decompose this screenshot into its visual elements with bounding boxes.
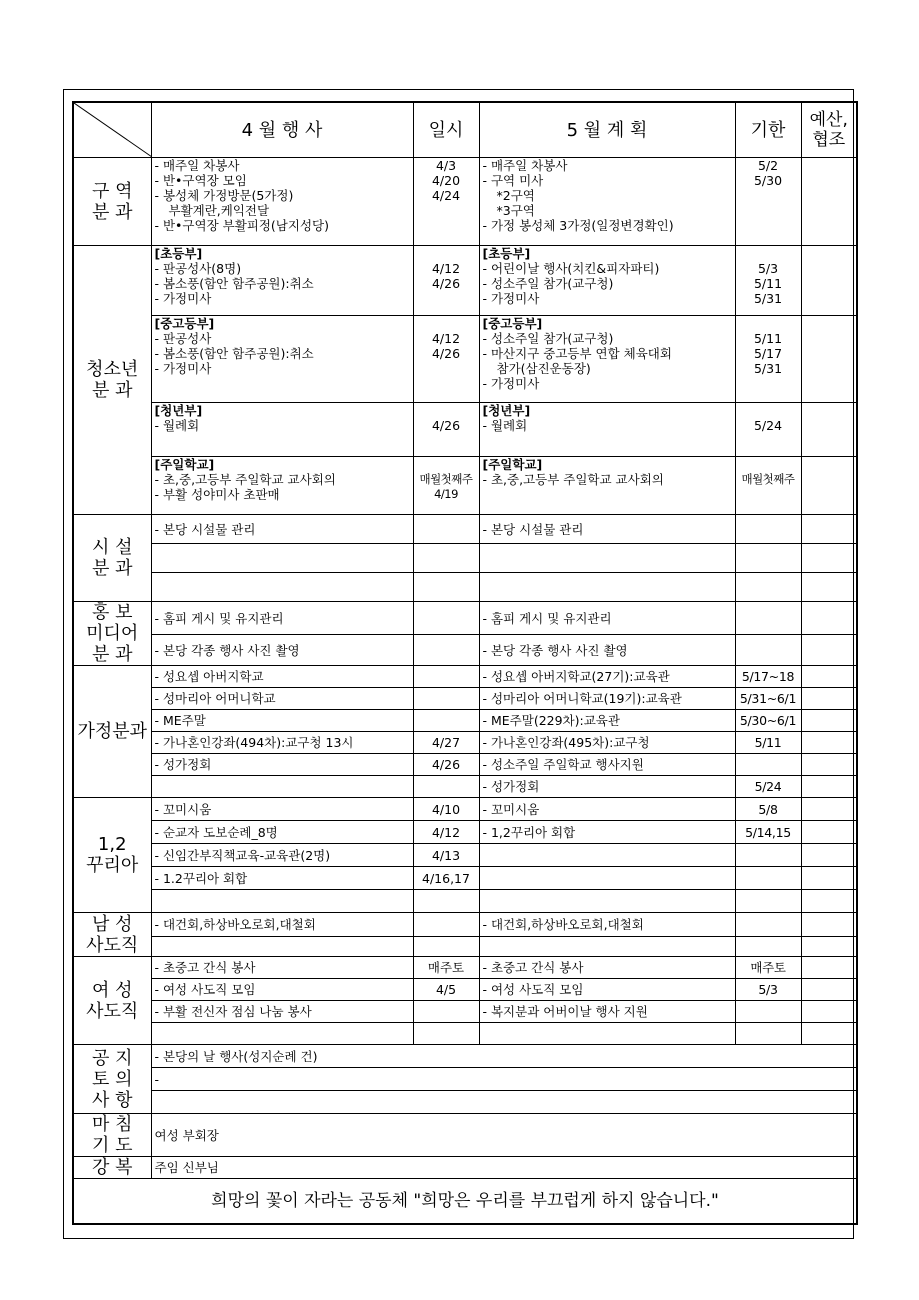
text-line [739,403,798,418]
family-april: - 성마리아 어머니학교 [151,688,413,710]
legio-may [479,844,735,867]
text-line: - 가정미사 [482,291,540,306]
header-deadline: 기한 [735,102,801,158]
women-april [151,1023,413,1045]
men-april-date [413,937,479,957]
category-label: 기 도 [92,1135,133,1156]
facility-may: - 본당 시설물 관리 [479,515,735,544]
text-line: 5/2 [757,158,779,173]
text-line: 4/19 [434,487,458,501]
table-row [73,1045,857,1068]
text-line [417,403,476,418]
legio-april-date: 4/16,17 [413,867,479,890]
legio-april: - 순교자 도보순례_8명 [151,821,413,844]
table-row [73,1068,857,1091]
facility-april-date [413,515,479,544]
legio-may [479,867,735,890]
text-line: 협조 [812,130,846,150]
youth-middle_high-april-dates [413,316,479,403]
women-may: - 여성 사도직 모임 [479,979,735,1001]
category-pr [73,602,151,666]
text-line: 참가(삼진운동장) [496,361,591,376]
category-label: 시 설 [92,537,133,558]
women-april: - 여성 사도직 모임 [151,979,413,1001]
table-row [73,1114,857,1157]
family-may: - ME주말(229차):교육관 [479,710,735,732]
district-may [479,158,735,246]
category-men [73,913,151,957]
text-line: 매월첫째주 [419,472,473,486]
diagonal-line [74,103,151,157]
table-row [73,937,857,957]
category-label: 청소년 [86,359,139,380]
facility-budget [801,573,857,602]
text-line: 5/11 [753,276,783,291]
category-label: 남 성 [92,913,133,935]
text-line [417,457,476,472]
category-label: 분 과 [92,201,133,223]
family-budget [801,754,857,776]
facility-april-date [413,544,479,573]
youth-sunday_school-may [479,457,735,515]
text-line: - 가정미사 [154,291,212,306]
pr-april-date [413,635,479,666]
category-label: 공 지 [92,1047,133,1069]
family-april: - 성가정회 [151,754,413,776]
header-budget [801,102,857,158]
family-april: - 성요셉 아버지학교 [151,666,413,688]
family-may: - 성마리아 어머니학교(19기):교육관 [479,688,735,710]
table-row [73,573,857,602]
pr-april-date [413,602,479,635]
table-row [73,957,857,979]
legio-may-date [735,844,801,867]
category-youth [73,246,151,515]
women-budget [801,1023,857,1045]
youth-young_adult-april [151,403,413,457]
text-line: - 부활 성야미사 초판매 [154,487,280,502]
family-may-date: 5/31~6/1 [735,688,801,710]
facility-budget [801,544,857,573]
text-line: - 매주일 차봉사 [154,158,240,173]
category-label: 구 역 [92,180,133,202]
table-row [73,913,857,937]
category-label: 사도직 [86,934,139,956]
pr-may: - 본당 각종 행사 사진 촬영 [479,635,735,666]
category-label: 미디어 [86,623,139,644]
legio-budget [801,798,857,821]
men-budget [801,913,857,937]
text-line: - 초,중,고등부 주일학교 교사회의 [482,472,664,487]
women-may-date [735,1023,801,1045]
table-row [73,688,857,710]
table-row [73,844,857,867]
text-line: - 가정 봉성체 3가정(일정변경확인) [482,218,674,233]
category-label: 여 성 [92,979,133,1001]
category-label: 분 과 [92,380,133,401]
section-title: [주일학교] [482,457,543,472]
facility-april [151,573,413,602]
pr-may-date [735,635,801,666]
youth-middle_high-may-dates [735,316,801,403]
text-line [739,457,798,472]
youth-sunday_school-april-dates [413,457,479,515]
table-row [73,1157,857,1179]
youth-elementary-april [151,246,413,316]
women-may-date [735,1001,801,1023]
header-diagonal-cell [73,102,151,158]
youth-elementary-may-dates [735,246,801,316]
header-april-events: 4 월 행 사 [151,102,413,158]
category-label: 가정분과 [77,721,148,742]
women-may [479,1023,735,1045]
table-row [73,1001,857,1023]
text-line: - 성소주일 참가(교구청) [482,276,614,291]
legio-april [151,890,413,913]
women-april: - 초중고 간식 봉사 [151,957,413,979]
table-row [73,515,857,544]
pr-budget [801,602,857,635]
notice-row: - [151,1068,857,1091]
legio-april: - 신임간부직책교육-교육관(2명) [151,844,413,867]
women-may-date: 5/3 [735,979,801,1001]
text-line: 5/17 [753,346,783,361]
table-row [73,544,857,573]
category-label: 홍 보 [92,602,133,623]
table-row [73,754,857,776]
text-line: - 초,중,고등부 주일학교 교사회의 [154,472,336,487]
text-line: 4/26 [431,418,461,433]
legio-april-date: 4/12 [413,821,479,844]
youth-young_adult-april-dates [413,403,479,457]
men-may-date [735,913,801,937]
youth-elementary-budget [801,246,857,316]
family-april-date [413,666,479,688]
legio-may-date [735,890,801,913]
text-line: 5/11 [753,331,783,346]
section-title: [청년부] [154,403,203,418]
legio-april: - 1.2꾸리아 회합 [151,867,413,890]
women-budget [801,979,857,1001]
legio-may-date [735,867,801,890]
category-homily: 강 복 [73,1157,151,1179]
facility-may [479,544,735,573]
district-april-dates [413,158,479,246]
legio-april-date: 4/13 [413,844,479,867]
family-april-date [413,688,479,710]
women-may-date: 매주토 [735,957,801,979]
family-april-date [413,776,479,798]
table-row [73,635,857,666]
text-line: *2구역 [496,188,535,203]
family-april: - 가나혼인강좌(494차):교구청 13시 [151,732,413,754]
table-row [73,602,857,635]
family-may-date [735,754,801,776]
men-april [151,937,413,957]
text-line: - 반•구역장 모임 [154,173,247,188]
text-line: 예산, [809,110,848,130]
facility-may-date [735,515,801,544]
section-title: [중고등부] [482,316,543,331]
text-line: - 마산지구 중고등부 연합 체육대회 [482,346,672,361]
youth-sunday_school-april [151,457,413,515]
family-april [151,776,413,798]
category-label: 분 과 [92,558,133,579]
youth-elementary-april-dates [413,246,479,316]
monthly-report-table [72,101,858,1225]
youth-sunday_school-budget [801,457,857,515]
closing-prayer-leader: 여성 부회장 [151,1114,857,1157]
category-label: 분 과 [92,644,133,665]
text-line [739,246,798,261]
text-line: 5/24 [753,418,783,433]
category-label: 꾸리아 [86,855,139,876]
text-line: - 반•구역장 부활피정(남지성당) [154,218,329,233]
table-row [73,821,857,844]
youth-young_adult-may [479,403,735,457]
pr-may-date [735,602,801,635]
category-label: 사 항 [92,1089,133,1111]
footer-motto: 희망의 꽃이 자라는 공동체 "희망은 우리를 부끄럽게 하지 않습니다." [73,1179,857,1225]
family-may: - 성요셉 아버지학교(27기):교육관 [479,666,735,688]
category-label: 토 의 [92,1068,133,1090]
text-line: 4/26 [431,276,461,291]
table-row [73,732,857,754]
text-line: - 어린이날 행사(치킨&피자파티) [482,261,660,276]
men-budget [801,937,857,957]
notice-row: - 본당의 날 행사(성지순례 건) [151,1045,857,1068]
text-line: *3구역 [496,203,535,218]
category-women [73,957,151,1045]
youth-young_adult-budget [801,403,857,457]
text-line: - 가정미사 [482,376,540,391]
text-line: - 판공성사 [154,331,212,346]
text-line: 4/12 [431,261,461,276]
legio-may-date: 5/14,15 [735,821,801,844]
men-april: - 대건회,하상바오로회,대철회 [151,913,413,937]
family-may: - 성가정회 [479,776,735,798]
family-budget [801,688,857,710]
table-row [73,776,857,798]
header-may-plan: 5 월 계 획 [479,102,735,158]
section-title: [주일학교] [154,457,215,472]
table-row [73,1179,857,1225]
category-label: 사도직 [86,1000,139,1022]
text-line: - 월례회 [154,418,200,433]
women-april-date: 4/5 [413,979,479,1001]
women-april: - 부활 전신자 점심 나눔 봉사 [151,1001,413,1023]
category-closing-prayer [73,1114,151,1157]
section-title: [초등부] [154,246,203,261]
youth-young_adult-may-dates [735,403,801,457]
legio-budget [801,844,857,867]
legio-may: - 꼬미시움 [479,798,735,821]
men-may [479,937,735,957]
women-budget [801,957,857,979]
text-line: 매월첫째주 [741,472,795,486]
youth-elementary-may [479,246,735,316]
family-budget [801,732,857,754]
legio-april-date: 4/10 [413,798,479,821]
table-row [73,316,857,403]
family-may-date: 5/30~6/1 [735,710,801,732]
text-line [739,316,798,331]
text-line: 4/3 [435,158,457,173]
table-row [73,710,857,732]
youth-sunday_school-may-dates [735,457,801,515]
men-may: - 대건회,하상바오로회,대철회 [479,913,735,937]
category-facility [73,515,151,602]
women-april-date [413,1023,479,1045]
text-line: 4/24 [431,188,461,203]
women-april-date: 매주토 [413,957,479,979]
family-may-date: 5/17~18 [735,666,801,688]
district-may-dates [735,158,801,246]
family-april: - ME주말 [151,710,413,732]
text-line [417,316,476,331]
text-line: - 성소주일 참가(교구청) [482,331,614,346]
legio-may-date: 5/8 [735,798,801,821]
pr-may: - 홈피 게시 및 유지관리 [479,602,735,635]
legio-may [479,890,735,913]
text-line: - 봄소풍(함안 함주공원):취소 [154,276,314,291]
facility-budget [801,515,857,544]
legio-may: - 1,2꾸리아 회합 [479,821,735,844]
men-may-date [735,937,801,957]
section-title: [청년부] [482,403,531,418]
pr-april: - 본당 각종 행사 사진 촬영 [151,635,413,666]
homily-priest: 주임 신부님 [151,1157,857,1179]
family-may-date: 5/11 [735,732,801,754]
text-line: 4/12 [431,331,461,346]
district-april [151,158,413,246]
table-row [73,979,857,1001]
table-row [73,403,857,457]
family-may-date: 5/24 [735,776,801,798]
table-row [73,1091,857,1114]
category-legio [73,798,151,913]
category-notice [73,1045,151,1114]
table-row [73,666,857,688]
family-april-date: 4/27 [413,732,479,754]
family-april-date [413,710,479,732]
section-title: [중고등부] [154,316,215,331]
legio-budget [801,821,857,844]
text-line: - 판공성사(8명) [154,261,242,276]
category-label: 1,2 [97,834,127,855]
family-april-date: 4/26 [413,754,479,776]
header-date: 일시 [413,102,479,158]
text-line: 부활계란,케익전달 [168,203,270,218]
family-may: - 가나혼인강좌(495차):교구청 [479,732,735,754]
men-april-date [413,913,479,937]
legio-budget [801,890,857,913]
table-row [73,246,857,316]
district-budget [801,158,857,246]
table-row [73,158,857,246]
facility-april [151,544,413,573]
text-line: 5/3 [757,261,779,276]
text-line: - 봄소풍(함안 함주공원):취소 [154,346,314,361]
text-line: 5/31 [753,291,783,306]
text-line: 5/31 [753,361,783,376]
table-row [73,867,857,890]
women-budget [801,1001,857,1023]
pr-budget [801,635,857,666]
table-row [73,457,857,515]
text-line: - 구역 미사 [482,173,544,188]
youth-middle_high-april [151,316,413,403]
pr-april: - 홈피 게시 및 유지관리 [151,602,413,635]
category-district [73,158,151,246]
text-line: - 봉성체 가정방문(5가정) [154,188,294,203]
table-row [73,102,857,158]
women-may: - 초중고 간식 봉사 [479,957,735,979]
legio-budget [801,867,857,890]
table-row [73,1023,857,1045]
family-budget [801,710,857,732]
facility-may [479,573,735,602]
women-may: - 복지분과 어버이날 행사 지원 [479,1001,735,1023]
section-title: [초등부] [482,246,531,261]
text-line [417,246,476,261]
text-line: 5/30 [753,173,783,188]
facility-april-date [413,573,479,602]
facility-may-date [735,573,801,602]
text-line: - 매주일 차봉사 [482,158,568,173]
table-row [73,890,857,913]
youth-middle_high-budget [801,316,857,403]
table-row [73,798,857,821]
text-line: 4/26 [431,346,461,361]
legio-april-date [413,890,479,913]
family-budget [801,776,857,798]
facility-april: - 본당 시설물 관리 [151,515,413,544]
text-line: - 가정미사 [154,361,212,376]
youth-middle_high-may [479,316,735,403]
family-budget [801,666,857,688]
category-family [73,666,151,798]
family-may: - 성소주일 주일학교 행사지원 [479,754,735,776]
text-line: - 월례회 [482,418,528,433]
women-april-date [413,1001,479,1023]
category-label: 마 침 [92,1114,133,1135]
legio-april: - 꼬미시움 [151,798,413,821]
notice-row [151,1091,857,1114]
facility-may-date [735,544,801,573]
text-line: 4/20 [431,173,461,188]
